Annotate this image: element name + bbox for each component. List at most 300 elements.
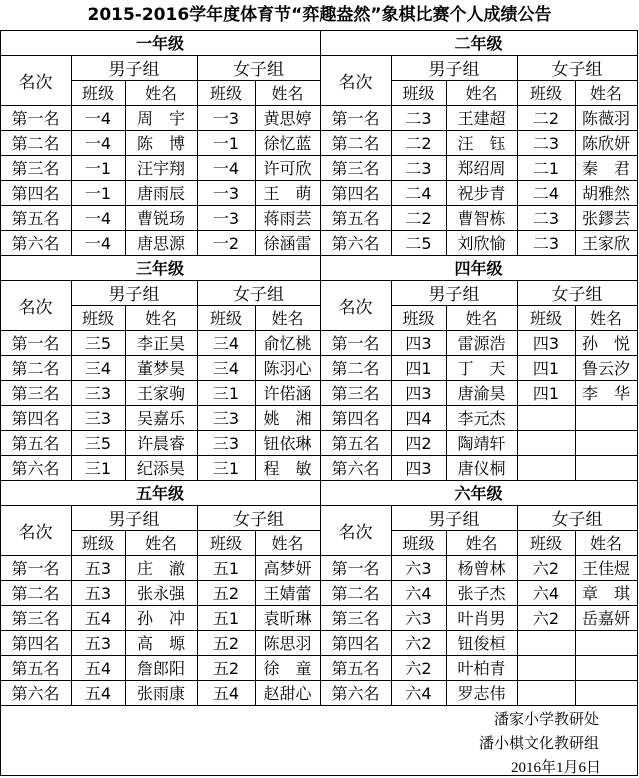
rule-line (446, 530, 447, 705)
boys-class-cell: 一4 (84, 134, 112, 153)
girls-name-cell: 秦 君 (581, 159, 630, 178)
rule-line (0, 205, 320, 206)
rank-cell: 第五名 (331, 434, 380, 453)
grade-label: 四年级 (454, 259, 503, 278)
rule-line (320, 205, 637, 206)
class-header: 班级 (402, 309, 435, 328)
girls-name-cell: 王 萌 (263, 184, 312, 203)
class-header: 班级 (402, 534, 435, 553)
rank-cell: 第四名 (331, 634, 380, 653)
class-header: 班级 (209, 534, 242, 553)
rank-cell: 第四名 (331, 184, 380, 203)
girls-name-cell: 徐 童 (263, 659, 312, 678)
boys-name-cell: 叶柏青 (457, 659, 506, 678)
rank-cell: 第一名 (11, 559, 60, 578)
rule-line (0, 355, 320, 356)
boys-class-cell: 五4 (84, 684, 112, 703)
boys-class-cell: 一4 (84, 209, 112, 228)
girls-class-cell: 三4 (212, 359, 240, 378)
rank-header: 名次 (18, 72, 53, 93)
girls-group-header: 女子组 (551, 285, 603, 305)
grade-divider (320, 30, 321, 705)
boys-class-cell: 五3 (84, 634, 112, 653)
rank-cell: 第三名 (331, 159, 380, 178)
boys-name-cell: 钮俊桓 (457, 634, 506, 653)
girls-name-cell: 王佳煜 (581, 559, 630, 578)
girls-name-cell: 张鏐芸 (581, 209, 630, 228)
rule-line (320, 680, 637, 681)
boys-name-cell: 汪宇翔 (136, 159, 185, 178)
girls-name-cell: 俞忆桃 (263, 334, 312, 353)
name-header: 姓名 (271, 84, 304, 103)
boys-class-cell: 一1 (84, 184, 112, 203)
boys-name-cell: 唐渝昊 (457, 384, 506, 403)
rule-line (320, 155, 637, 156)
girls-class-cell: 五2 (212, 634, 240, 653)
rank-cell: 第二名 (331, 134, 380, 153)
table-border (0, 705, 638, 706)
name-header: 姓名 (271, 309, 304, 328)
girls-class-cell: 四1 (532, 359, 560, 378)
rule-line (575, 305, 576, 480)
name-header: 姓名 (144, 309, 177, 328)
girls-class-cell: 三1 (212, 459, 240, 478)
girls-class-cell: 二1 (532, 159, 560, 178)
boys-name-cell: 郑绍周 (457, 159, 506, 178)
rule-line (0, 655, 320, 656)
rule-line (446, 305, 447, 480)
boys-name-cell: 吴嘉乐 (136, 409, 185, 428)
girls-name-cell: 许偌涵 (263, 384, 312, 403)
rule-line (197, 55, 198, 255)
boys-class-cell: 二2 (405, 209, 432, 228)
boys-class-cell: 五4 (84, 659, 112, 678)
boys-name-cell: 纪添昊 (136, 459, 185, 478)
boys-group-header: 男子组 (428, 285, 480, 305)
name-header: 姓名 (144, 84, 177, 103)
rule-line (0, 505, 320, 506)
rule-line (320, 330, 637, 331)
girls-class-cell: 三3 (212, 409, 240, 428)
rank-cell: 第三名 (331, 609, 380, 628)
boys-class-cell: 六2 (405, 659, 432, 678)
girls-class-cell: 六2 (532, 609, 560, 628)
girls-group-header: 女子组 (233, 510, 284, 530)
rule-line (125, 80, 126, 255)
boys-name-cell: 周 宇 (136, 109, 185, 128)
rule-line (320, 580, 637, 581)
girls-class-cell: 二3 (532, 234, 560, 253)
boys-name-cell: 曹智栋 (457, 209, 506, 228)
footer-date: 2016年1月6日 (510, 760, 601, 776)
girls-class-cell: 三3 (212, 434, 240, 453)
boys-class-cell: 二3 (405, 159, 432, 178)
boys-name-cell: 詹郎阳 (136, 659, 185, 678)
girls-name-cell: 赵甜心 (263, 684, 312, 703)
boys-name-cell: 李正昊 (136, 334, 185, 353)
rank-cell: 第四名 (11, 634, 60, 653)
rule-line (0, 155, 320, 156)
boys-name-cell: 曹锐玚 (136, 209, 185, 228)
grade-label: 三年级 (135, 259, 184, 278)
girls-name-cell (575, 630, 637, 655)
rule-line (255, 530, 256, 705)
boys-group-header: 男子组 (108, 60, 160, 80)
girls-class-cell (517, 405, 575, 430)
name-header: 姓名 (589, 534, 622, 553)
rule-line (320, 105, 637, 106)
boys-class-cell: 二2 (405, 134, 432, 153)
boys-name-cell: 孙 冲 (136, 609, 185, 628)
boys-group-header: 男子组 (108, 510, 160, 530)
class-header: 班级 (81, 534, 114, 553)
name-header: 姓名 (589, 84, 622, 103)
boys-class-cell: 四4 (405, 409, 432, 428)
girls-name-cell (575, 405, 637, 430)
boys-name-cell: 叶肖男 (457, 609, 506, 628)
name-header: 姓名 (465, 534, 498, 553)
boys-name-cell: 祝步青 (457, 184, 506, 203)
boys-name-cell: 王家驹 (136, 384, 185, 403)
rule-line (0, 105, 320, 106)
girls-class-cell: 一1 (212, 134, 240, 153)
boys-class-cell: 六4 (405, 584, 432, 603)
rule-line (391, 505, 392, 705)
rank-cell: 第六名 (331, 459, 380, 478)
rule-line (0, 180, 320, 181)
girls-name-cell: 徐忆蓝 (263, 134, 312, 153)
girls-class-cell: 二3 (532, 134, 560, 153)
girls-name-cell: 黄思婷 (263, 109, 312, 128)
girls-class-cell: 五4 (212, 684, 240, 703)
boys-class-cell: 六3 (405, 559, 432, 578)
boys-class-cell: 四3 (405, 334, 432, 353)
rule-line (320, 280, 637, 281)
rule-line (0, 605, 320, 606)
grade-label: 五年级 (135, 484, 184, 503)
name-header: 姓名 (465, 84, 498, 103)
rule-line (320, 430, 637, 431)
boys-class-cell: 三3 (84, 409, 112, 428)
rule-line (575, 530, 576, 705)
rule-line (0, 280, 320, 281)
girls-class-cell (517, 680, 575, 705)
girls-class-cell: 五1 (212, 559, 240, 578)
rule-line (0, 680, 320, 681)
boys-class-cell: 二5 (405, 234, 432, 253)
girls-class-cell (517, 430, 575, 455)
girls-name-cell: 胡雅然 (581, 184, 630, 203)
girls-name-cell: 鲁云汐 (581, 359, 630, 378)
rank-cell: 第二名 (11, 134, 60, 153)
girls-name-cell: 姚 湘 (263, 409, 312, 428)
girls-name-cell: 陈薇羽 (581, 109, 630, 128)
page-title: 2015-2016学年度体育节“弈趣盎然”象棋比赛个人成绩公告 (87, 5, 552, 25)
rule-line (71, 305, 320, 306)
boys-name-cell: 丁 天 (457, 359, 506, 378)
rule-line (0, 330, 320, 331)
rule-line (0, 430, 320, 431)
rank-cell: 第三名 (331, 384, 380, 403)
rule-line (71, 530, 320, 531)
rank-cell: 第五名 (11, 209, 60, 228)
girls-group-header: 女子组 (551, 510, 603, 530)
girls-name-cell: 许可欣 (263, 159, 312, 178)
girls-name-cell: 袁昕琳 (263, 609, 312, 628)
rule-line (446, 80, 447, 255)
rule-line (0, 555, 320, 556)
table-border (0, 30, 638, 31)
girls-group-header: 女子组 (551, 60, 603, 80)
girls-name-cell: 程 敏 (263, 459, 312, 478)
rule-line (320, 655, 637, 656)
rule-line (320, 455, 637, 456)
rule-line (391, 55, 392, 255)
rank-header: 名次 (338, 297, 373, 318)
rank-cell: 第二名 (11, 584, 60, 603)
grade-label: 六年级 (454, 484, 503, 503)
girls-name-cell: 徐涵雷 (263, 234, 312, 253)
class-header: 班级 (81, 309, 114, 328)
boys-class-cell: 一1 (84, 159, 112, 178)
boys-class-cell: 六2 (405, 634, 432, 653)
rule-line (255, 80, 256, 255)
class-header: 班级 (81, 84, 114, 103)
table-border (0, 705, 1, 775)
girls-name-cell: 李 华 (581, 384, 630, 403)
boys-class-cell: 五3 (84, 584, 112, 603)
rule-line (320, 555, 637, 556)
girls-class-cell: 六4 (532, 584, 560, 603)
rule-line (391, 305, 637, 306)
rule-line (517, 505, 518, 705)
girls-class-cell: 五2 (212, 584, 240, 603)
boys-class-cell: 三4 (84, 359, 112, 378)
rule-line (0, 130, 320, 131)
rank-cell: 第三名 (11, 609, 60, 628)
class-header: 班级 (529, 534, 562, 553)
rule-line (255, 305, 256, 480)
girls-class-cell (517, 630, 575, 655)
boys-name-cell: 雷源浩 (457, 334, 506, 353)
rank-cell: 第四名 (11, 409, 60, 428)
boys-name-cell: 唐思源 (136, 234, 185, 253)
rank-cell: 第一名 (11, 334, 60, 353)
rank-cell: 第三名 (11, 159, 60, 178)
girls-name-cell: 王婧蕾 (263, 584, 312, 603)
boys-class-cell: 四1 (405, 359, 432, 378)
boys-class-cell: 三5 (84, 334, 112, 353)
boys-name-cell: 唐雨辰 (136, 184, 185, 203)
rank-cell: 第四名 (11, 184, 60, 203)
girls-name-cell: 章 琪 (581, 584, 630, 603)
rule-line (71, 80, 320, 81)
footer-org-chess: 潘小棋文化教研组 (478, 734, 599, 752)
rule-line (391, 80, 637, 81)
rank-cell: 第六名 (331, 234, 380, 253)
rule-line (125, 305, 126, 480)
boys-class-cell: 六4 (405, 684, 432, 703)
rank-cell: 第四名 (331, 409, 380, 428)
rule-line (320, 405, 637, 406)
boys-class-cell: 三3 (84, 384, 112, 403)
girls-name-cell: 陈欣妍 (581, 134, 630, 153)
boys-name-cell: 刘欣愉 (457, 234, 506, 253)
rule-line (0, 380, 320, 381)
girls-name-cell (575, 655, 637, 680)
rank-header: 名次 (338, 522, 373, 543)
class-header: 班级 (529, 309, 562, 328)
boys-name-cell: 李元杰 (457, 409, 506, 428)
grade-label: 一年级 (135, 34, 184, 53)
class-header: 班级 (402, 84, 435, 103)
girls-class-cell: 三1 (212, 384, 240, 403)
table-border (637, 30, 638, 775)
girls-name-cell (575, 680, 637, 705)
girls-name-cell: 孙 悦 (581, 334, 630, 353)
class-header: 班级 (209, 84, 242, 103)
girls-name-cell (575, 455, 637, 480)
boys-group-header: 男子组 (428, 60, 480, 80)
rule-line (517, 280, 518, 480)
boys-name-cell: 张永强 (136, 584, 185, 603)
class-header: 班级 (209, 309, 242, 328)
boys-class-cell: 一4 (84, 234, 112, 253)
rank-cell: 第五名 (331, 659, 380, 678)
rank-cell: 第二名 (331, 584, 380, 603)
girls-class-cell: 五2 (212, 659, 240, 678)
rule-line (391, 280, 392, 480)
girls-class-cell (517, 655, 575, 680)
girls-class-cell: 四1 (532, 384, 560, 403)
boys-class-cell: 一4 (84, 109, 112, 128)
rank-cell: 第六名 (11, 684, 60, 703)
rule-line (0, 405, 320, 406)
girls-name-cell: 高梦妍 (263, 559, 312, 578)
rule-line (71, 280, 72, 480)
name-header: 姓名 (465, 309, 498, 328)
rank-cell: 第五名 (11, 434, 60, 453)
boys-name-cell: 庄 澈 (136, 559, 185, 578)
footer-org-research: 潘家小学教研处 (493, 710, 599, 728)
boys-group-header: 男子组 (428, 510, 480, 530)
name-header: 姓名 (271, 534, 304, 553)
girls-class-cell: 二4 (532, 184, 560, 203)
girls-class-cell: 二2 (532, 109, 560, 128)
boys-class-cell: 五3 (84, 559, 112, 578)
girls-name-cell: 陈羽心 (263, 359, 312, 378)
girls-class-cell: 六2 (532, 559, 560, 578)
rule-line (320, 130, 637, 131)
boys-name-cell: 陶靖轩 (457, 434, 506, 453)
girls-class-cell: 一3 (212, 184, 240, 203)
rank-cell: 第六名 (11, 459, 60, 478)
rule-line (71, 505, 72, 705)
class-header: 班级 (529, 84, 562, 103)
girls-class-cell: 一3 (212, 109, 240, 128)
rank-header: 名次 (18, 297, 53, 318)
boys-class-cell: 六3 (405, 609, 432, 628)
rule-line (575, 80, 576, 255)
rule-line (320, 505, 637, 506)
rule-line (320, 55, 637, 56)
girls-group-header: 女子组 (233, 285, 284, 305)
boys-name-cell: 张雨康 (136, 684, 185, 703)
rule-line (320, 355, 637, 356)
name-header: 姓名 (589, 309, 622, 328)
rule-line (320, 605, 637, 606)
boys-class-cell: 四3 (405, 459, 432, 478)
rule-line (125, 530, 126, 705)
rank-cell: 第三名 (11, 384, 60, 403)
rule-line (517, 55, 518, 255)
rank-header: 名次 (18, 522, 53, 543)
rule-line (0, 580, 320, 581)
rank-cell: 第一名 (331, 334, 380, 353)
rule-line (0, 55, 320, 56)
boys-name-cell: 杨曾林 (457, 559, 506, 578)
rank-cell: 第二名 (11, 359, 60, 378)
rank-cell: 第五名 (11, 659, 60, 678)
girls-class-cell: 五1 (212, 609, 240, 628)
rule-line (320, 380, 637, 381)
rank-cell: 第六名 (11, 234, 60, 253)
girls-group-header: 女子组 (233, 60, 284, 80)
boys-class-cell: 四2 (405, 434, 432, 453)
boys-name-cell: 陈 博 (136, 134, 185, 153)
rule-line (320, 630, 637, 631)
rule-line (391, 530, 637, 531)
table-border (0, 30, 1, 705)
rule-line (0, 455, 320, 456)
boys-class-cell: 二3 (405, 109, 432, 128)
boys-name-cell: 王建超 (457, 109, 506, 128)
rule-line (0, 230, 320, 231)
name-header: 姓名 (144, 534, 177, 553)
rule-line (197, 280, 198, 480)
boys-name-cell: 高 塬 (136, 634, 185, 653)
girls-name-cell (575, 430, 637, 455)
rule-line (71, 55, 72, 255)
girls-name-cell: 岳嘉妍 (581, 609, 630, 628)
rank-header: 名次 (338, 72, 373, 93)
boys-group-header: 男子组 (108, 285, 160, 305)
girls-class-cell: 一3 (212, 209, 240, 228)
girls-name-cell: 王家欣 (581, 234, 630, 253)
boys-class-cell: 二4 (405, 184, 432, 203)
rule-line (0, 630, 320, 631)
rank-cell: 第六名 (331, 684, 380, 703)
girls-name-cell: 陈思羽 (263, 634, 312, 653)
boys-class-cell: 三1 (84, 459, 112, 478)
rank-cell: 第五名 (331, 209, 380, 228)
girls-class-cell: 二3 (532, 209, 560, 228)
girls-name-cell: 钮依琳 (263, 434, 312, 453)
rule-line (320, 230, 637, 231)
boys-class-cell: 三5 (84, 434, 112, 453)
boys-name-cell: 许晨睿 (136, 434, 185, 453)
rank-cell: 第一名 (11, 109, 60, 128)
girls-class-cell: 一2 (212, 234, 240, 253)
boys-name-cell: 张子杰 (457, 584, 506, 603)
girls-name-cell: 蒋雨芸 (263, 209, 312, 228)
boys-name-cell: 董梦昊 (136, 359, 185, 378)
boys-name-cell: 罗志伟 (457, 684, 506, 703)
rule-line (320, 180, 637, 181)
rank-cell: 第一名 (331, 109, 380, 128)
boys-class-cell: 五4 (84, 609, 112, 628)
boys-name-cell: 唐仪桐 (457, 459, 506, 478)
